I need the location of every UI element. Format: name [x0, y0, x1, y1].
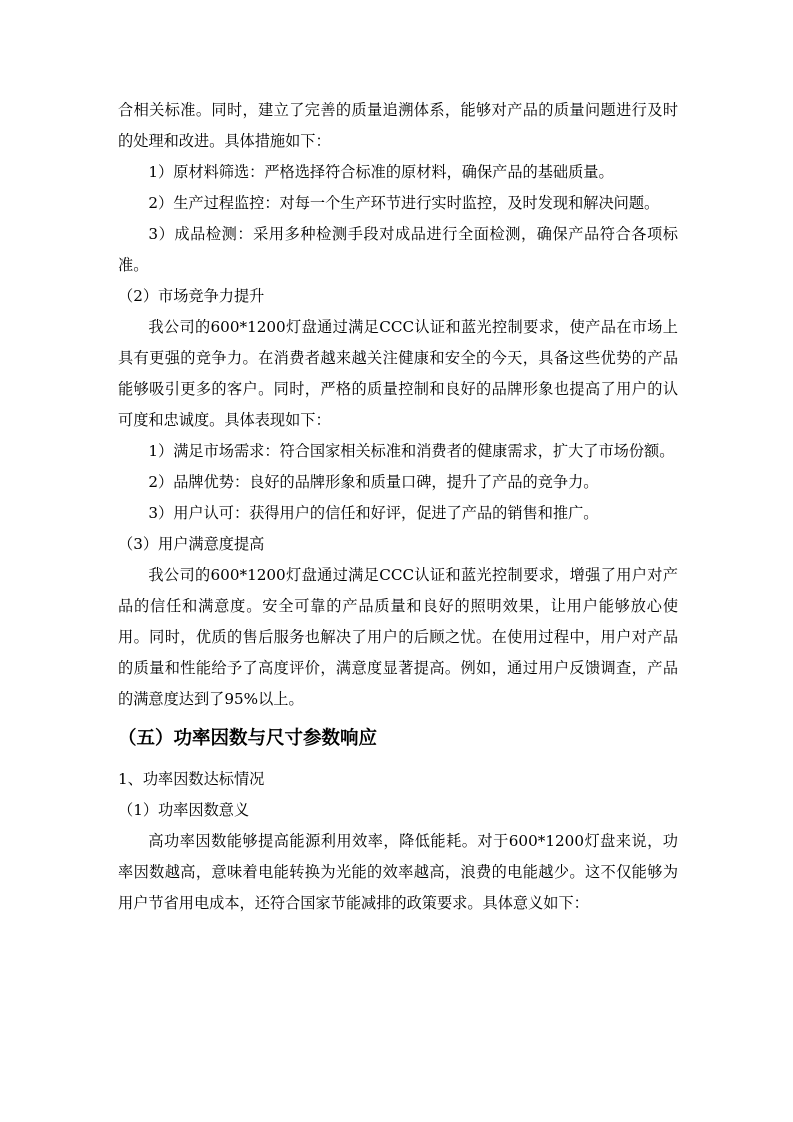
section-title-power-factor: （五）功率因数与尺寸参数响应: [118, 728, 378, 749]
heading-power-factor-meaning: （1）功率因数意义: [118, 801, 250, 819]
paragraph-satisfaction: 我公司的600*1200灯盘通过满足CCC认证和蓝光控制要求，增强了用户对产品的信任和满意度。安全可靠的产品质量和良好的照明效果，让用户能够放心使用。同时，优质的售后服务也解决了用户的后顾之忧。在使用过程中，用户对产品的质量和性能给予了高度评价，满意度显著提高。例如，通过用户反馈调查，产品的满意度达到了95%以上。: [118, 566, 678, 708]
heading-market-competitiveness: （2）市场竞争力提升: [118, 287, 265, 305]
market-item-3: 3）用户认可：获得用户的信任和好评，促进了产品的销售和推广。: [148, 504, 599, 522]
heading-user-satisfaction: （3）用户满意度提高: [118, 535, 265, 553]
market-item-2: 2）品牌优势：良好的品牌形象和质量口碑，提升了产品的竞争力。: [148, 473, 599, 491]
measure-item-1: 1）原材料筛选：严格选择符合标准的原材料，确保产品的基础质量。: [148, 163, 614, 181]
market-item-1: 1）满足市场需求：符合国家相关标准和消费者的健康需求，扩大了市场份额。: [148, 442, 675, 460]
paragraph-market: 我公司的600*1200灯盘通过满足CCC认证和蓝光控制要求，使产品在市场上具有更强的竞争力。在消费者越来越关注健康和安全的今天，具备这些优势的产品能够吸引更多的客户。同时，严格的质量控制和良好的品牌形象也提高了用户的认可度和忠诚度。具体表现如下：: [118, 318, 678, 429]
paragraph-quality-intro: 合相关标准。同时，建立了完善的质量追溯体系，能够对产品的质量问题进行及时的处理和改进。具体措施如下：: [118, 101, 678, 150]
measure-item-3: 3）成品检测：采用多种检测手段对成品进行全面检测，确保产品符合各项标准。: [118, 225, 678, 274]
measure-item-2: 2）生产过程监控：对每一个生产环节进行实时监控，及时发现和解决问题。: [148, 194, 660, 212]
heading-power-factor-compliance: 1、功率因数达标情况: [118, 770, 265, 788]
document-body: [118, 95, 678, 919]
paragraph-power-factor: 高功率因数能够提高能源利用效率，降低能耗。对于600*1200灯盘来说，功率因数越高，意味着电能转换为光能的效率越高，浪费的电能越少。这不仅能够为用户节省用电成本，还符合国家节能减排的政策要求。具体意义如下：: [118, 832, 678, 912]
